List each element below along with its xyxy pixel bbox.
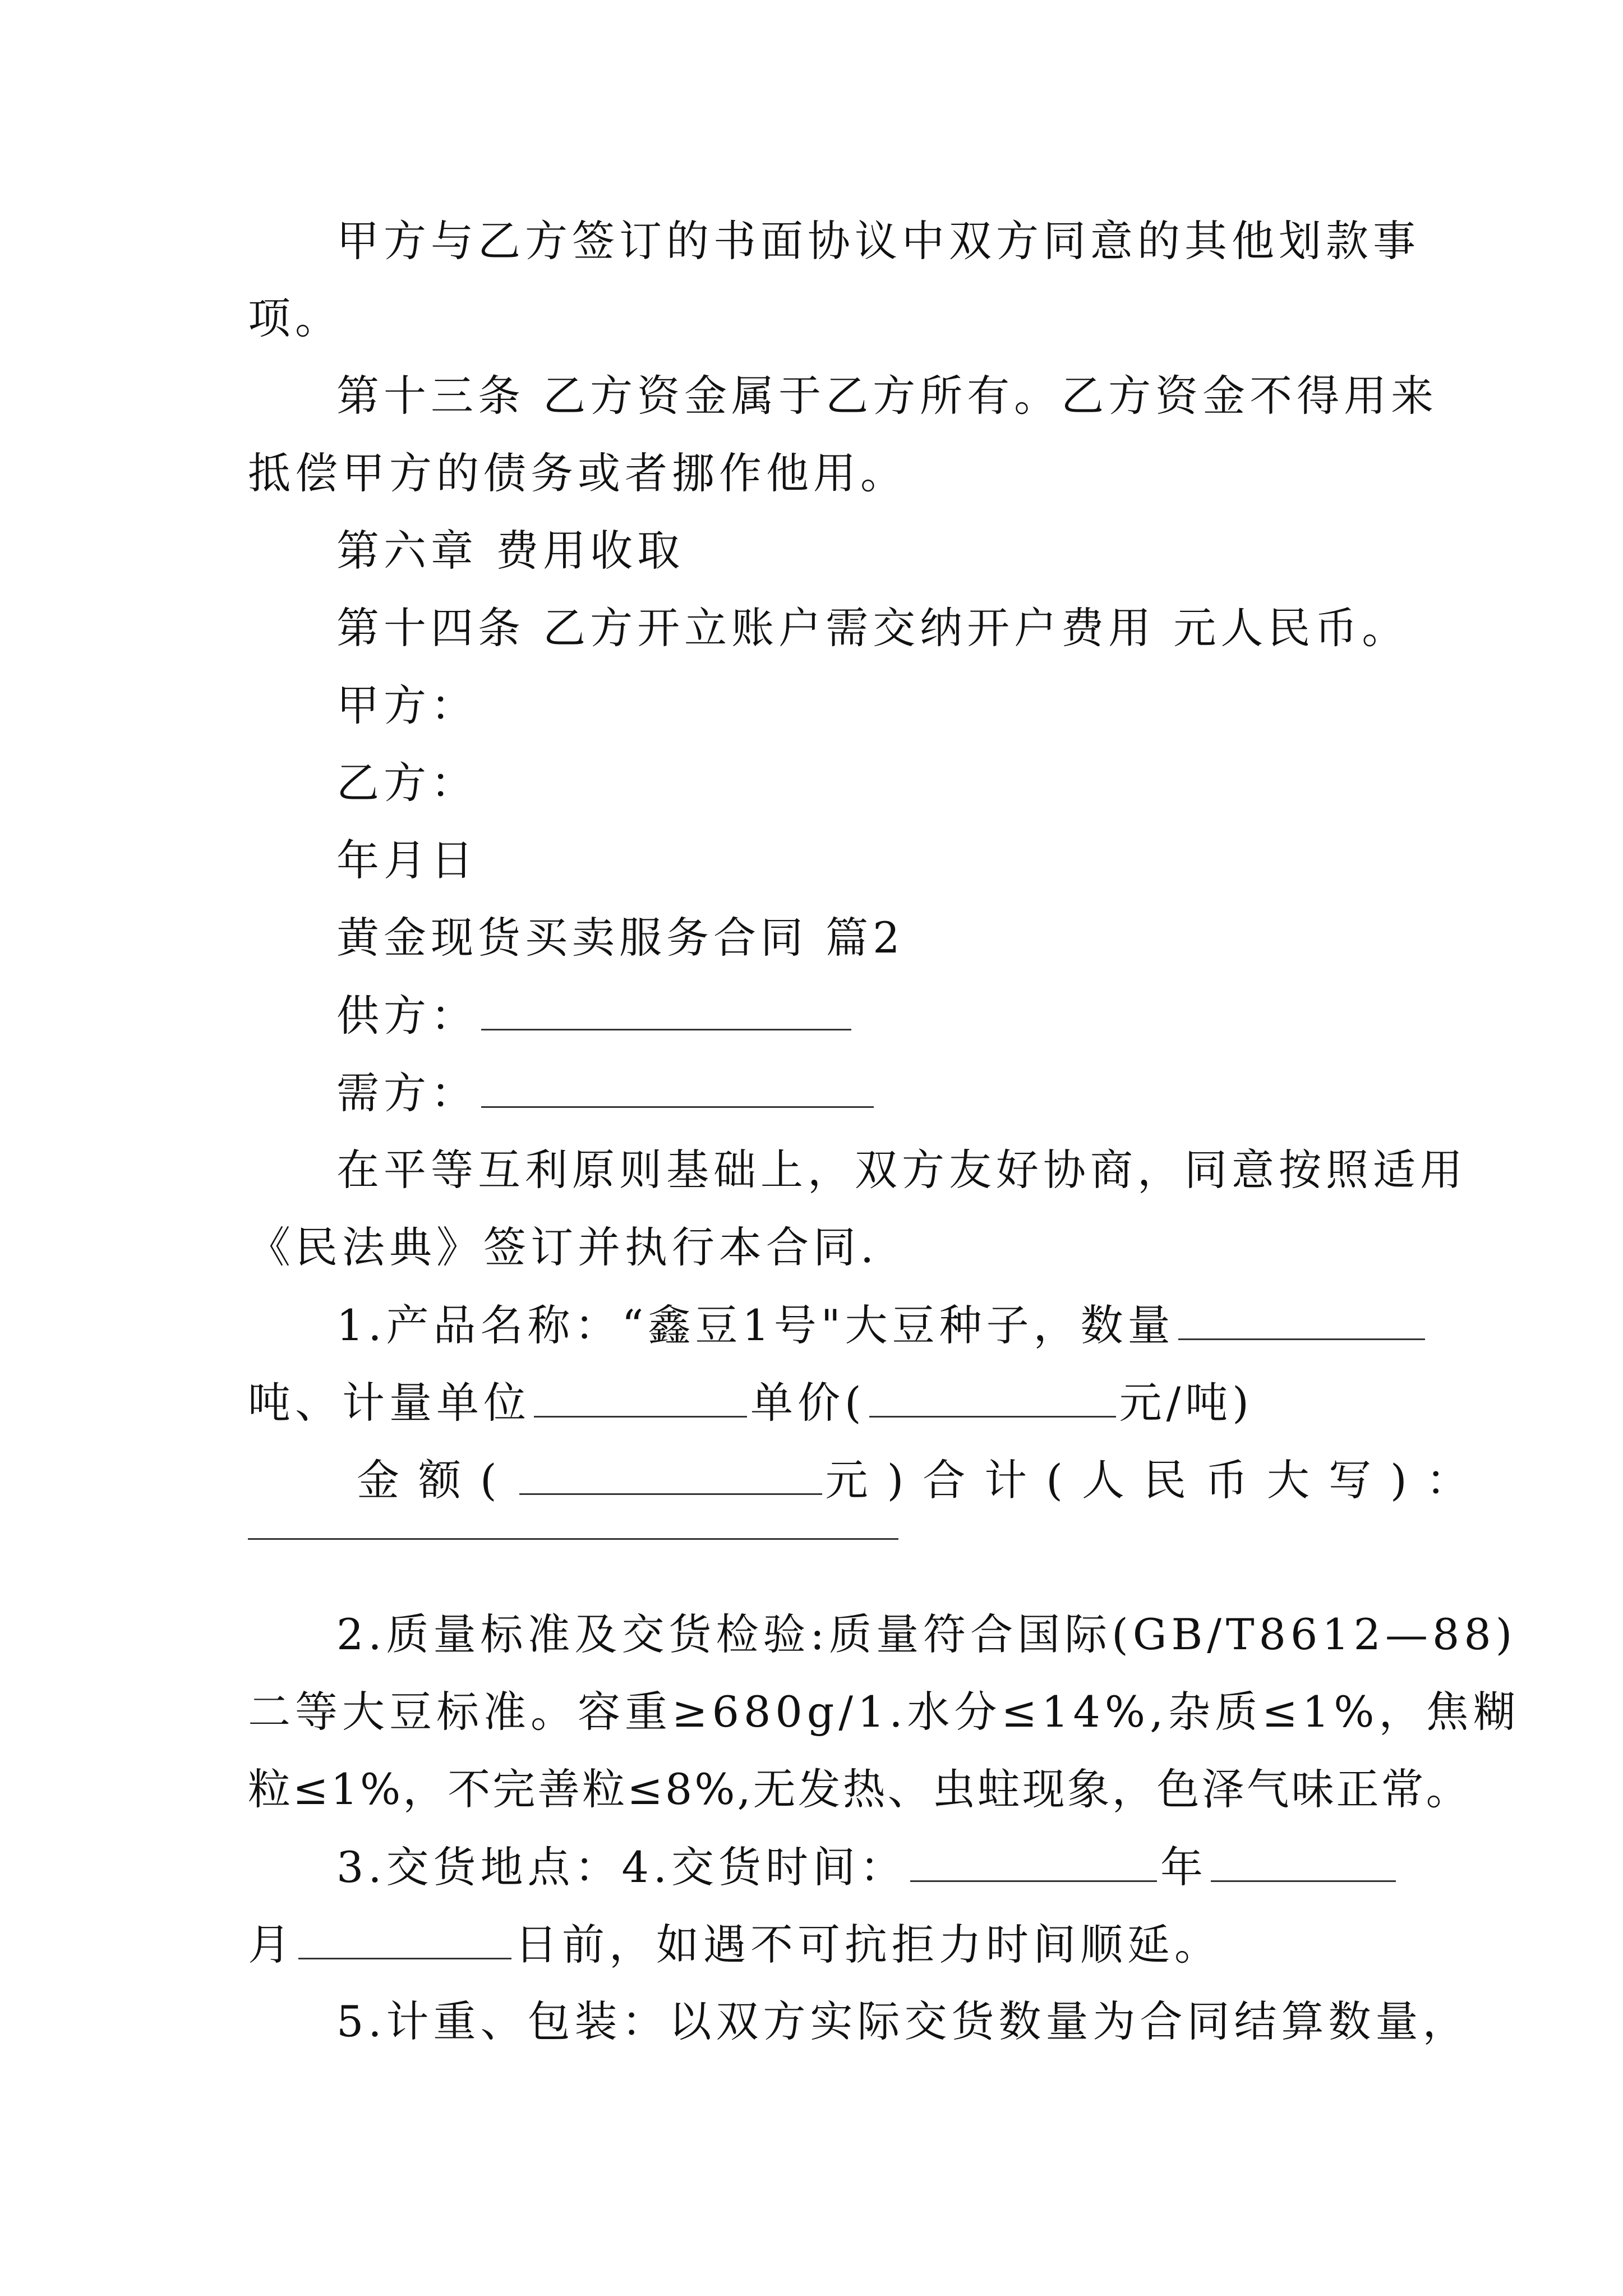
amount-line — [357, 1455, 1488, 1505]
price-blank[interactable] — [869, 1381, 1116, 1418]
unit-blank[interactable] — [534, 1381, 747, 1418]
item-5-line: 5.计重、包装：以双方实际交货数量为合同结算数量， — [336, 1996, 1470, 2046]
item-2-line: 粒≤1%，不完善粒≤8%,无发热、虫蛀现象，色泽气味正常。 — [248, 1764, 1471, 1814]
amount-blank[interactable] — [519, 1458, 822, 1495]
amount-text: 金额( — [357, 1455, 516, 1505]
item-1-text: 吨、计量单位 — [248, 1378, 531, 1428]
item-1-line — [248, 1378, 1253, 1428]
item-3-line — [336, 1842, 1399, 1892]
supplier-row — [336, 991, 855, 1041]
quantity-blank[interactable] — [1178, 1304, 1425, 1340]
delivery-day-blank[interactable] — [298, 1923, 511, 1959]
party-a-label: 甲方： — [336, 680, 478, 730]
paragraph-line: 甲方与乙方签订的书面协议中双方同意的其他划款事 — [336, 216, 1420, 266]
date-line: 年月日 — [336, 835, 478, 885]
supplier-label: 供方： — [336, 991, 478, 1041]
item-3-text: 年 — [1160, 1842, 1208, 1892]
amount-words-blank[interactable] — [248, 1538, 898, 1540]
item-1-text: 单价( — [750, 1378, 866, 1428]
intro-line: 在平等互利原则基础上，双方友好协商，同意按照适用 — [336, 1145, 1467, 1195]
delivery-year-blank[interactable] — [910, 1846, 1157, 1882]
item-1-line — [336, 1300, 1428, 1350]
buyer-blank[interactable] — [481, 1071, 874, 1108]
item-3-text: 日前，如遇不可抗拒力时间顺延。 — [515, 1920, 1221, 1970]
article-13-line: 第十三条 乙方资金属于乙方所有。乙方资金不得用来 — [336, 371, 1438, 421]
item-2-line: 二等大豆标准。容重≥680g/1.水分≤14%,杂质≤1%，焦糊 — [248, 1687, 1520, 1737]
item-3-text: 月 — [248, 1920, 295, 1970]
party-b-label: 乙方： — [336, 758, 478, 808]
buyer-label: 需方： — [336, 1068, 478, 1118]
item-1-text: 1.产品名称：“鑫豆1号"大豆种子，数量 — [336, 1300, 1175, 1350]
item-3-text: 3.交货地点：4.交货时间： — [336, 1842, 907, 1892]
buyer-row — [336, 1068, 877, 1118]
amount-text: 元)合计(人民币大写)： — [825, 1455, 1488, 1505]
chapter-heading: 第六章 费用收取 — [336, 526, 685, 576]
paragraph-line: 项。 — [248, 293, 342, 343]
article-13-line: 抵偿甲方的债务或者挪作他用。 — [248, 448, 907, 498]
article-14: 第十四条 乙方开立账户需交纳开户费用 元人民币。 — [336, 603, 1409, 653]
contract-title: 黄金现货买卖服务合同 篇2 — [336, 913, 905, 963]
item-1-text: 元/吨) — [1119, 1378, 1253, 1428]
intro-line: 《民法典》签订并执行本合同. — [248, 1222, 879, 1272]
item-3-line — [248, 1920, 1221, 1970]
item-2-line: 2.质量标准及交货检验:质量符合国际(GB/T8612—88) — [336, 1609, 1517, 1659]
delivery-month-blank[interactable] — [1211, 1846, 1396, 1882]
supplier-blank[interactable] — [481, 994, 851, 1030]
